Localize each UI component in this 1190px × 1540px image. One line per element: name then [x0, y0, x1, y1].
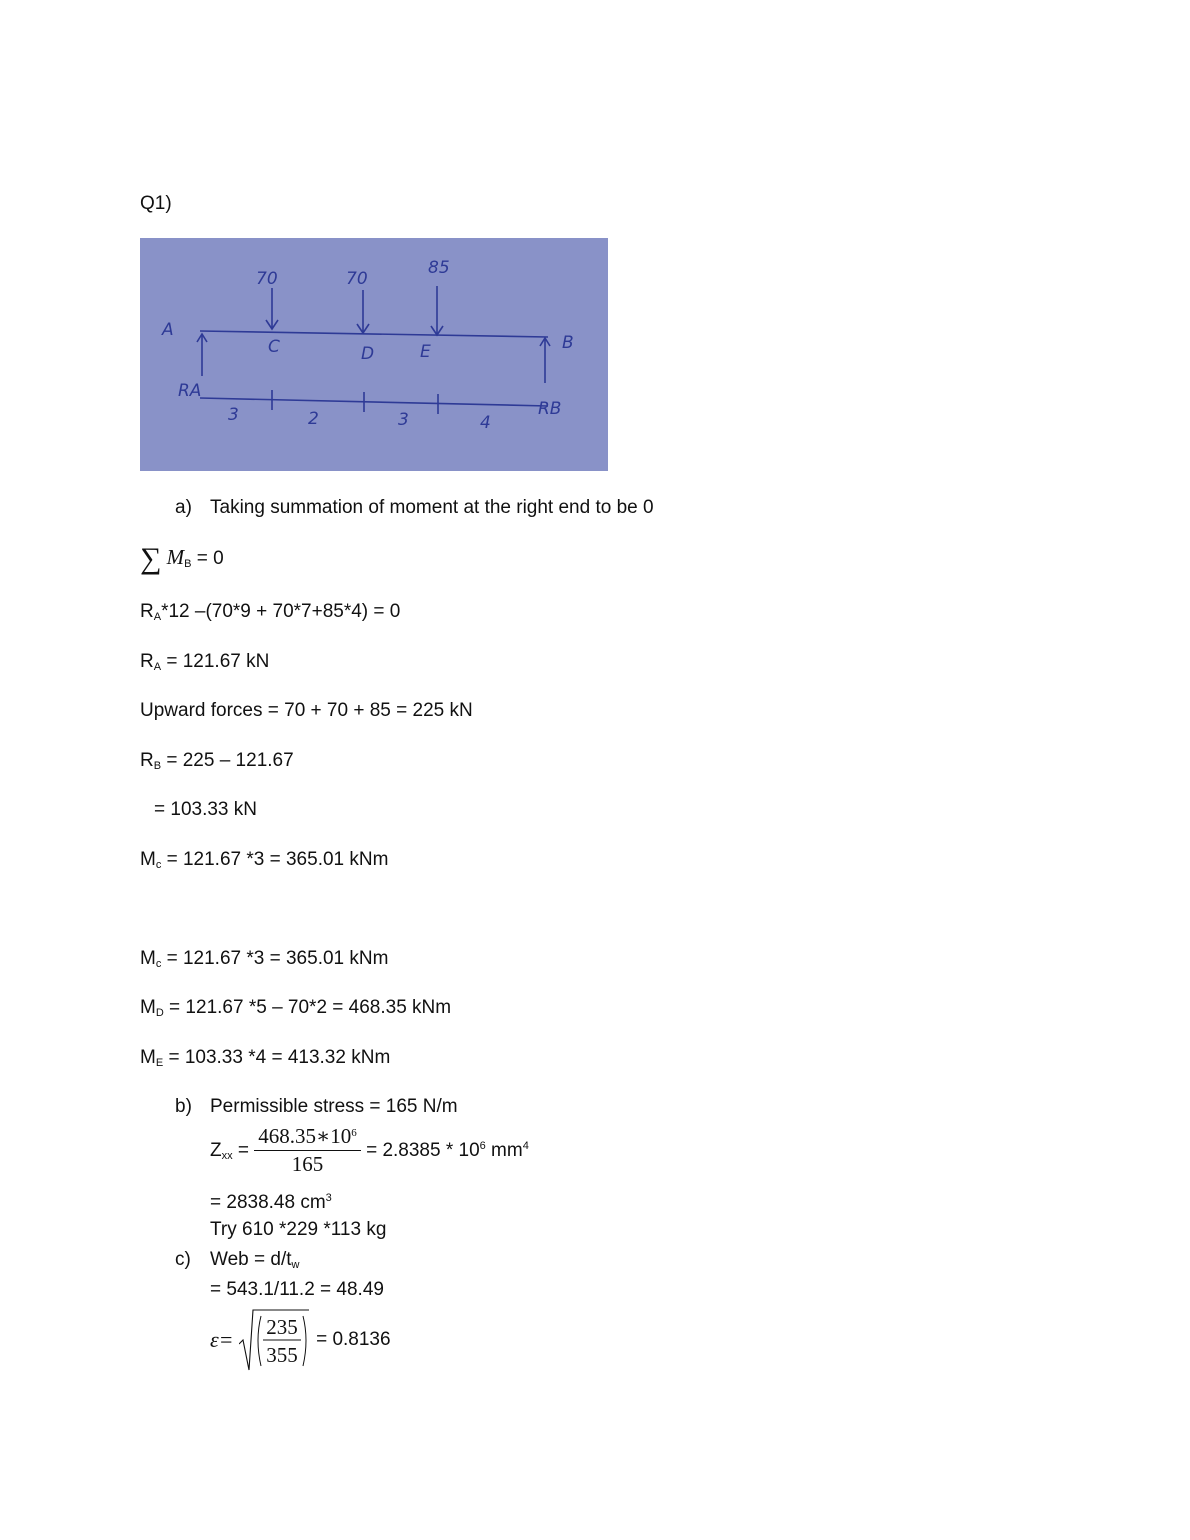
sqrt-fraction: [239, 1308, 311, 1372]
point-label: C: [268, 337, 280, 357]
svg-text:355: 355: [266, 1343, 298, 1367]
point-label: D: [361, 344, 375, 364]
rb-expression: $R_B = 225 - 121.67$: [140, 750, 294, 772]
part-a-heading: Taking summation of moment at the right end to be 0: [210, 497, 654, 518]
beam-sketch-photo: [140, 238, 608, 471]
upward-forces: Upward forces = 70 + 70 + 85 = 225 kN: [140, 700, 473, 721]
reaction-label: RB: [538, 399, 562, 419]
me-equation: $M_E = 103.33$ *4 = 413.32 kNm: [140, 1047, 391, 1069]
mc-equation: $M_c = 121.67$ *3 = 365.01 kNm: [140, 849, 389, 871]
part-a-label: a): [175, 497, 192, 518]
sigma-symbol: ∑: [140, 542, 162, 575]
epsilon-equation: ε= 235 355 = 0.8136: [210, 1308, 391, 1372]
span-label: 3: [228, 405, 239, 425]
span-label: 4: [480, 413, 491, 433]
load-label: 70: [346, 269, 368, 289]
span-label: 2: [308, 409, 319, 429]
zxx-equation: $Z_{xx}$ = $\frac{468.35∗10^6}{165}$ = $2.8385 * 10^6$ $mm^4$: [210, 1124, 529, 1176]
point-label: B: [562, 333, 574, 353]
ra-equation: $R_A*12$ –(70*9 + 70*7+85*4) = 0: [140, 601, 401, 623]
point-label: E: [420, 342, 431, 362]
reaction-label: RA: [178, 381, 202, 401]
md-equation: $M_D = 121.67$ *5 – 70*2 = 468.35 kNm: [140, 997, 452, 1019]
svg-text:235: 235: [266, 1315, 298, 1339]
part-b-label: b): [175, 1096, 192, 1117]
zxx-cm3: = 2838.48 $cm^3$: [210, 1192, 332, 1213]
web-ratio: Web = $d/t_w$: [210, 1249, 300, 1271]
trial-section: Try 610 *229 *113 kg: [210, 1219, 387, 1240]
ra-value: $R_A = 121.67$ kN: [140, 651, 270, 673]
question-number: Q1): [140, 193, 172, 214]
web-ratio-value: = 543.1/11.2 = 48.49: [210, 1279, 384, 1300]
point-label: A: [162, 320, 174, 340]
part-c-label: c): [175, 1249, 191, 1270]
mc-equation: $M_c = 121.67$ *3 = 365.01 kNm: [140, 948, 389, 970]
zxx-fraction: $\frac{468.35∗10^6}{165}$: [254, 1124, 361, 1177]
span-label: 3: [398, 410, 409, 430]
load-label: 70: [256, 269, 278, 289]
rb-value: = 103.33 kN: [154, 799, 257, 820]
moment-sum-equation: ∑ $M_B = 0$: [140, 542, 224, 575]
permissible-stress: Permissible stress = 165 N/m: [210, 1096, 458, 1117]
load-label: 85: [428, 258, 450, 278]
